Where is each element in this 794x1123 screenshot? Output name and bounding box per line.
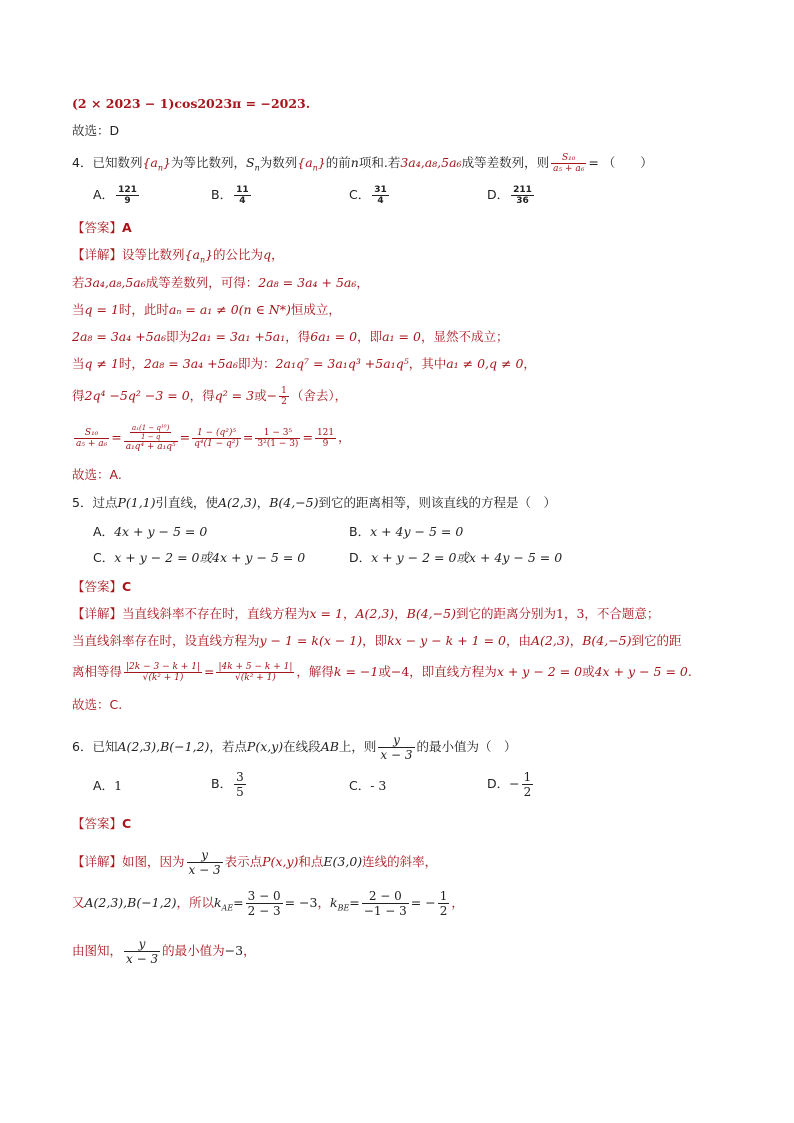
option-label: C． <box>349 187 371 202</box>
detail-text: 或 <box>254 388 267 403</box>
q3-choose-line <box>72 122 119 140</box>
detail-text: 或 <box>378 664 391 679</box>
detail-text: ，所以 <box>176 895 214 910</box>
frac-den: 4 <box>377 196 384 206</box>
q-symbol: q <box>263 247 272 262</box>
detail-text: ，其中 <box>408 356 447 371</box>
detail-text: 若 <box>72 275 85 290</box>
option-label: C． <box>349 778 371 793</box>
point-B: B(4,−5) <box>269 495 319 510</box>
frac-num: y <box>187 848 223 863</box>
q6-option-d[interactable] <box>487 770 535 799</box>
inner-fraction <box>130 424 171 441</box>
q6-stem-text: ，若点 <box>209 739 247 754</box>
q5-stem <box>72 494 556 512</box>
frac-num: 121 <box>118 185 137 195</box>
math: 6a₁ = 0 <box>310 329 358 344</box>
detail-text: 的最小值为 <box>162 943 225 958</box>
answer-tag: 【答案】 <box>72 816 123 831</box>
frac-den: √(k² + 1) <box>235 673 276 683</box>
q4-an-sub: n <box>157 163 164 173</box>
s10-fraction <box>74 428 109 449</box>
q6-stem <box>72 733 517 762</box>
q4-detail-1 <box>72 246 284 270</box>
q4-stem-text: 成等差数列，则 <box>461 155 550 170</box>
q5-stem-text: 到它的距离相等，则该直线的方程是（ ） <box>318 495 557 510</box>
equals: = <box>302 429 313 445</box>
frac-den: 2 <box>281 397 287 407</box>
detail-text: 和点 <box>298 854 324 869</box>
frac-num: 1 <box>281 386 287 396</box>
frac-num: 2 − 0 <box>362 889 409 904</box>
detail-text: 如图，因为 <box>122 854 185 869</box>
q5-detail-3 <box>72 662 692 683</box>
option-label: A． <box>93 524 115 539</box>
q4-seq-an <box>184 247 214 265</box>
points: A(2,3),B(−1,2) <box>117 739 210 754</box>
detail-text: ， <box>243 943 256 958</box>
math: 2a₁ = 3a₁ +5a₁ <box>191 329 286 344</box>
q4-sn-sym: S <box>246 155 255 170</box>
frac-den: 3²(1 − 3) <box>257 438 299 449</box>
frac-num: 11 <box>236 185 249 195</box>
q4-an-close: } <box>163 155 171 170</box>
q6-stem-text: 上，则 <box>338 739 377 754</box>
q4-an-sym: {a <box>297 155 313 170</box>
math: a₁ ≠ 0,q ≠ 0 <box>446 356 524 371</box>
detail-text: ， <box>342 606 356 621</box>
detail-text: 又 <box>72 895 85 910</box>
option-label: C． <box>93 550 115 565</box>
frac-den: x − 3 <box>380 748 413 762</box>
q4-stem-text: 已知数列 <box>92 155 143 170</box>
q4-frac-den: a₅ + a₆ <box>553 164 585 174</box>
option-text: 4x + y − 5 = 0 <box>114 524 208 539</box>
math: 2a₁q⁷ = 3a₁q³ +5a₁q⁵ <box>275 356 409 371</box>
equals: = <box>111 429 122 445</box>
math: 2q⁴ −5q² −3 = 0 <box>84 388 190 403</box>
detail-tag: 【详解】 <box>72 606 123 621</box>
detail-text: 离相等得 <box>72 664 123 679</box>
detail-text: ， <box>523 356 536 371</box>
frac-num: y <box>378 733 414 748</box>
frac-num: |4k + 5 − k + 1| <box>218 662 293 672</box>
option-fraction <box>511 185 534 206</box>
q4-stem-text: 项和.若 <box>358 155 401 170</box>
q4-detail-2 <box>72 274 369 292</box>
q4-stem-end: = （ ） <box>588 155 653 170</box>
detail-text: ， <box>451 895 464 910</box>
q6-detail-2 <box>72 889 464 918</box>
option-label: D． <box>487 187 510 202</box>
k-symbol: k <box>213 895 222 910</box>
detail-text: ， <box>338 429 351 445</box>
option-label: B． <box>211 187 233 202</box>
q4-detail-3 <box>72 301 341 319</box>
q4-stem-text: 为数列 <box>259 155 298 170</box>
option-label: A． <box>93 187 115 202</box>
detail-text: 表示点 <box>224 854 263 869</box>
q3-calc-text: (2 × 2023 − 1)cos2023π = −2023. <box>72 96 311 111</box>
math: 4x + y − 5 = 0 <box>594 664 688 679</box>
detail-text: ， <box>563 606 577 621</box>
math: q = 1 <box>84 302 119 317</box>
math: A(2,3) <box>355 606 395 621</box>
answer-tag: 【答案】 <box>72 579 123 594</box>
q4-fraction <box>551 153 586 174</box>
math: x + y − 2 = 0 <box>496 664 583 679</box>
q5-stem-text: 引直线，使 <box>155 495 219 510</box>
detail-text: ，得 <box>285 329 311 344</box>
math: A(2,3),B(−1,2) <box>84 895 177 910</box>
q5-number: 5． <box>72 495 93 510</box>
q4-option-a[interactable] <box>93 185 141 206</box>
q5-detail-1 <box>72 605 659 623</box>
frac-den: a₁q⁴ + a₁q⁵ <box>125 442 176 452</box>
q5-choose-line <box>72 696 122 714</box>
detail-text: ， <box>317 895 330 910</box>
q4-an-close: } <box>205 247 214 262</box>
q4-option-c[interactable] <box>349 185 391 206</box>
q4-an-sub: n <box>312 163 318 173</box>
detail-text: 当 <box>72 356 85 371</box>
detail-text: ，即 <box>362 633 388 648</box>
q4-choose-line <box>72 466 122 484</box>
math: − <box>266 388 278 403</box>
option-label: B． <box>211 776 233 791</box>
frac-den: 9 <box>322 438 329 449</box>
math: −3 <box>224 943 244 958</box>
math: kx − y − k + 1 = 0 <box>387 633 506 648</box>
frac-num: 31 <box>374 185 387 195</box>
equals: = <box>203 664 215 679</box>
q4-option-d[interactable] <box>487 185 536 206</box>
detail-text: 当 <box>72 302 85 317</box>
math: a₁ = 0 <box>382 329 421 344</box>
q4-an-sym: {a <box>184 247 200 262</box>
q4-stem-text: 的前 <box>325 155 351 170</box>
math: 3a₄,a₈,5a₆ <box>84 275 146 290</box>
detail-text: ，解得 <box>296 664 334 679</box>
math: 3 <box>576 606 585 621</box>
math: 2a₈ = 3a₄ + 5a₆ <box>258 275 357 290</box>
frac-den: 2 <box>439 904 448 918</box>
math: y − 1 = k(x − 1) <box>259 633 363 648</box>
slope-fraction <box>187 848 223 877</box>
point-A: A(2,3) <box>218 495 257 510</box>
q4-an-sub: n <box>199 255 206 265</box>
math: = −3 <box>284 895 318 910</box>
detail-text: ， <box>394 606 407 621</box>
q4-choose: 故选：A. <box>72 467 122 482</box>
detail-text: ，得 <box>189 388 215 403</box>
equals: = <box>349 895 360 910</box>
q5-option-d[interactable] <box>349 549 562 567</box>
frac-num: 121 <box>316 427 335 438</box>
q6-option-c[interactable] <box>349 777 386 795</box>
q4-frac-num: S₁₀ <box>551 153 586 164</box>
detail-text: ， <box>569 633 583 648</box>
detail-text: ，不合题意； <box>584 606 660 621</box>
math: E(3,0) <box>323 854 363 869</box>
q5-option-b[interactable] <box>349 523 463 541</box>
math: P(x,y) <box>262 854 299 869</box>
math: k = −1 <box>333 664 379 679</box>
detail-text: 连线的斜率， <box>362 854 438 869</box>
option-text: - 3 <box>370 778 387 793</box>
detail-text: ，即直线方程为 <box>409 664 497 679</box>
detail-text: 成等差数列，可得： <box>145 275 259 290</box>
numeric-fraction <box>255 428 300 449</box>
answer-tag: 【答案】 <box>72 220 123 235</box>
math: B(4,−5) <box>582 633 632 648</box>
point-P: P(1,1) <box>117 495 156 510</box>
q4-sn-sub: n <box>254 163 260 173</box>
math: x = 1 <box>309 606 343 621</box>
q4-detail-6 <box>72 386 347 407</box>
frac-den: a₅ + a₆ <box>76 438 108 449</box>
q-fraction <box>192 428 241 449</box>
detail-text: ，显然不成立； <box>420 329 509 344</box>
detail-text: . <box>687 664 692 679</box>
q6-option-a[interactable] <box>93 777 122 795</box>
option-neg: − <box>509 776 520 791</box>
q6-stem-text: 的最小值为（ ） <box>416 739 517 754</box>
q4-an-sym: {a <box>142 155 158 170</box>
detail-text: 由图知， <box>72 943 123 958</box>
detail-text: ， <box>271 247 284 262</box>
option-fraction <box>234 770 246 799</box>
detail-tag: 【详解】 <box>72 247 123 262</box>
answer-value: A <box>122 220 132 235</box>
math: aₙ = a₁ ≠ 0(n ∈ N*) <box>168 302 291 317</box>
q6-stem-text: 已知 <box>92 739 118 754</box>
sum-fraction <box>124 424 178 452</box>
detail-text: 即为 <box>166 329 192 344</box>
option-fraction <box>116 185 139 206</box>
equals: = <box>242 429 254 445</box>
option-text: x + y − 2 = 0或4x + y − 5 = 0 <box>114 550 306 565</box>
detail-text: 设等比数列 <box>122 247 185 262</box>
k-symbol: k <box>330 895 338 910</box>
frac-num: 1 − (q²)⁵ <box>192 428 241 439</box>
math: 2a₈ = 3a₄ +5a₆ <box>143 356 239 371</box>
frac-den: 2 − 3 <box>247 904 281 918</box>
q6-number: 6． <box>72 739 93 754</box>
frac-den: x − 3 <box>126 952 159 966</box>
q5-answer <box>72 578 131 596</box>
q4-seq-an <box>142 155 171 173</box>
detail-text: 或 <box>582 664 595 679</box>
q4-detail-4 <box>72 328 508 346</box>
option-label: A． <box>93 778 115 793</box>
q4-seq-an-2 <box>297 155 326 173</box>
frac-den: 1 − q <box>141 433 161 441</box>
detail-tag: 【详解】 <box>72 854 123 869</box>
slope-fraction <box>124 937 160 966</box>
math: 1 <box>555 606 564 621</box>
slope-fraction <box>378 733 414 762</box>
slope-kBE <box>330 895 350 913</box>
frac-den: 4 <box>239 196 246 206</box>
option-text: x + y − 2 = 0或x + 4y − 5 = 0 <box>371 550 563 565</box>
frac-num: y <box>124 937 160 952</box>
q4-n: n <box>350 155 359 170</box>
detail-text: 时，此时 <box>118 302 169 317</box>
q4-detail-7 <box>72 424 351 452</box>
q4-detail-5 <box>72 355 536 373</box>
q5-option-c[interactable] <box>93 549 305 567</box>
detail-text: 当直线斜率不存在时，直线方程为 <box>122 606 310 621</box>
q6-stem-text: 在线段 <box>283 739 321 754</box>
kAE-fraction <box>246 889 283 918</box>
frac-den: 9 <box>124 196 131 206</box>
detail-text: 到它的距 <box>631 633 682 648</box>
q3-calculation <box>72 95 310 113</box>
q5-choose: 故选：C. <box>72 697 123 712</box>
detail-text: 即为： <box>238 356 276 371</box>
detail-text: 当直线斜率存在时，设直线方程为 <box>72 633 260 648</box>
q4-condition: 3a₄,a₈,5a₆ <box>400 155 462 170</box>
q6-option-b[interactable] <box>211 770 248 799</box>
q5-stem-text: ， <box>256 495 270 510</box>
q4-stem-text: 为等比数列， <box>170 155 246 170</box>
frac-den: x − 3 <box>188 863 221 877</box>
kBE-fraction <box>362 889 409 918</box>
result-fraction <box>315 428 336 449</box>
detail-text: ，即 <box>357 329 383 344</box>
k-sub: BE <box>337 903 350 913</box>
frac-num: a₁(1 − q¹⁰) <box>132 424 170 432</box>
q3-choose: 故选：D <box>72 123 120 138</box>
equals: = <box>179 429 191 445</box>
option-fraction <box>522 770 534 799</box>
q4-number: 4． <box>72 155 93 170</box>
segment-AB: AB <box>320 739 339 754</box>
option-label: B． <box>349 524 371 539</box>
frac-num: 1 <box>523 770 532 784</box>
math: 2a₈ = 3a₄ +5a₆ <box>72 329 167 344</box>
distance-fraction-b <box>216 662 294 683</box>
q4-an-close: } <box>317 155 326 170</box>
math: B(4,−5) <box>406 606 456 621</box>
option-fraction <box>234 185 251 206</box>
q5-stem-text: 过点 <box>92 495 118 510</box>
frac-den: −1 − 3 <box>363 904 407 918</box>
detail-text: 到它的距离分别为 <box>455 606 556 621</box>
half-fraction <box>279 386 289 407</box>
detail-text: 恒成立， <box>290 302 341 317</box>
frac-num: S₁₀ <box>74 428 109 439</box>
detail-text: 得 <box>72 388 85 403</box>
detail-text: 时， <box>118 356 144 371</box>
q6-detail-3 <box>72 937 256 966</box>
frac-den: q⁴(1 − q²) <box>194 438 239 449</box>
q5-option-a[interactable] <box>93 523 207 541</box>
q5-detail-2 <box>72 632 682 650</box>
frac-num: |2k − 3 − k + 1| <box>126 662 200 672</box>
detail-text: ， <box>356 275 369 290</box>
math: −4 <box>390 664 410 679</box>
slope-kAE <box>213 895 234 913</box>
answer-value: C <box>122 816 132 831</box>
frac-num: 211 <box>513 185 532 195</box>
frac-den: √(k² + 1) <box>142 673 184 683</box>
q4-answer <box>72 219 132 237</box>
detail-text: 的公比为 <box>213 247 264 262</box>
half-fraction <box>438 889 450 918</box>
math: q ≠ 1 <box>84 356 119 371</box>
option-text: 1 <box>114 778 123 793</box>
q4-Sn <box>246 155 260 173</box>
frac-den: 36 <box>516 196 529 206</box>
frac-den: 2 <box>523 785 532 799</box>
distance-fraction-a <box>124 662 202 683</box>
q6-answer <box>72 815 131 833</box>
point-P: P(x,y) <box>246 739 284 754</box>
frac-num: 3 <box>236 770 244 784</box>
detail-text: （舍去）， <box>290 388 348 403</box>
frac-den: 5 <box>236 785 244 799</box>
answer-value: C <box>122 579 132 594</box>
frac-num: 1 − 3⁵ <box>255 428 300 439</box>
math: = − <box>410 895 436 910</box>
option-text: x + 4y − 5 = 0 <box>370 524 464 539</box>
option-fraction <box>372 185 389 206</box>
q4-stem <box>72 153 653 178</box>
frac-num: 3 − 0 <box>247 889 281 903</box>
k-sub: AE <box>221 903 234 913</box>
q6-detail-1 <box>72 848 437 877</box>
equals: = <box>233 895 244 910</box>
math: A(2,3) <box>531 633 570 648</box>
q4-option-b[interactable] <box>211 185 253 206</box>
option-label: D． <box>487 776 510 791</box>
math: q² = 3 <box>214 388 255 403</box>
option-label: D． <box>349 550 372 565</box>
detail-text: ，由 <box>506 633 532 648</box>
frac-num: 1 <box>439 889 448 903</box>
